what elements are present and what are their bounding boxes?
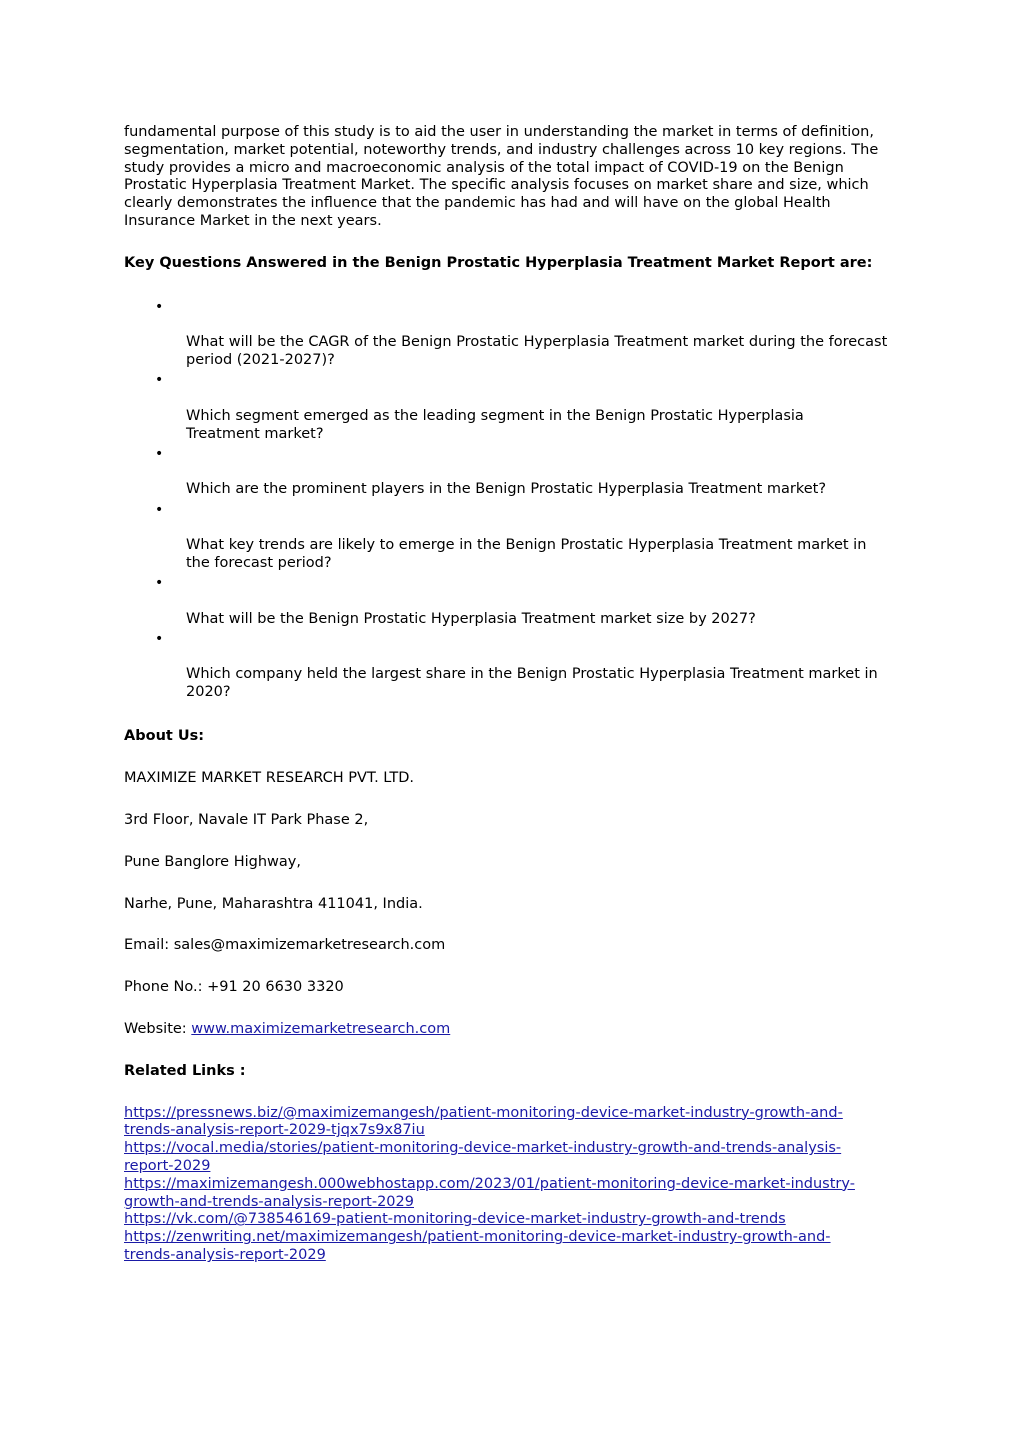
bullet-icon: • [155, 445, 164, 462]
document-page [124, 124, 906, 1265]
list-item [124, 446, 906, 499]
question-text: What will be the Benign Prostatic Hyperplasia Treatment market size by 2027? [186, 610, 756, 627]
list-item [124, 631, 906, 702]
bullet-icon: • [155, 575, 164, 592]
address-line-1: 3rd Floor, Navale IT Park Phase 2, [124, 812, 369, 829]
question-text: Which segment emerged as the leading segment in the Benign Prostatic Hyperplasia Treatment market? [186, 407, 804, 442]
intro-paragraph: fundamental purpose of this study is to aid the user in understanding the market in terms of definition, segmentation, market potential, noteworthy trends, and industry challenges across 10 key regions. The study provides a micro and macroeconomic analysis of the total impact of COVID-19 on the Benign Prostatic Hyperplasia Treatment Market. The specific analysis focuses on market share and size, which clearly demonstrates the influence that the pandemic has had and will have on the global Health Insurance Market in the next years. [124, 124, 879, 229]
website-line [124, 1021, 906, 1039]
list-item [124, 575, 906, 628]
company-name: MAXIMIZE MARKET RESEARCH PVT. LTD. [124, 770, 415, 787]
key-questions-list [124, 299, 906, 702]
list-item [124, 372, 906, 443]
related-link[interactable]: https://zenwriting.net/maximizemangesh/patient-monitoring-device-market-industry-growth-and- trends-analysis-report-2029 [124, 1229, 831, 1263]
question-text: Which company held the largest share in the Benign Prostatic Hyperplasia Treatment market in 2020? [186, 666, 878, 701]
address-line-2: Pune Banglore Highway, [124, 853, 301, 870]
related-link[interactable]: https://maximizemangesh.000webhostapp.com/2023/01/patient-monitoring-device-market-industry- growth-and-trends-analysis-report-2029 [124, 1175, 855, 1210]
question-text: What key trends are likely to emerge in the Benign Prostatic Hyperplasia Treatment market in the forecast period? [186, 537, 867, 571]
list-item [124, 299, 906, 370]
bullet-icon: • [155, 372, 164, 389]
key-questions-heading: Key Questions Answered in the Benign Prostatic Hyperplasia Treatment Market Report are: [124, 254, 873, 271]
related-links-heading: Related Links : [124, 1062, 246, 1079]
related-link[interactable]: https://vk.com/@738546169-patient-monitoring-device-market-industry-growth-and-trends [124, 1211, 786, 1228]
bullet-icon: • [155, 630, 164, 647]
bullet-icon: • [155, 501, 164, 518]
address-line-3: Narhe, Pune, Maharashtra 411041, India. [124, 895, 423, 912]
related-links-list [124, 1105, 906, 1265]
related-link[interactable]: https://vocal.media/stories/patient-monitoring-device-market-industry-growth-and-trends-analysis- report-2029 [124, 1140, 842, 1175]
question-text: What will be the CAGR of the Benign Prostatic Hyperplasia Treatment market during the forecast period (2021-2027)? [186, 334, 888, 368]
question-text: Which are the prominent players in the Benign Prostatic Hyperplasia Treatment market? [186, 481, 827, 498]
about-heading: About Us: [124, 728, 205, 745]
phone-line: Phone No.: +91 20 6630 3320 [124, 979, 344, 996]
website-label: Website: [124, 1021, 192, 1038]
related-link[interactable]: https://pressnews.biz/@maximizemangesh/patient-monitoring-device-market-industry-growth-and- trends-analysis-report-2029-tjqx7s9x87iu [124, 1104, 843, 1139]
email-line: Email: sales@maximizemarketresearch.com [124, 937, 446, 954]
bullet-icon: • [155, 298, 164, 315]
website-link[interactable]: www.maximizemarketresearch.com [191, 1021, 451, 1038]
list-item [124, 502, 906, 573]
